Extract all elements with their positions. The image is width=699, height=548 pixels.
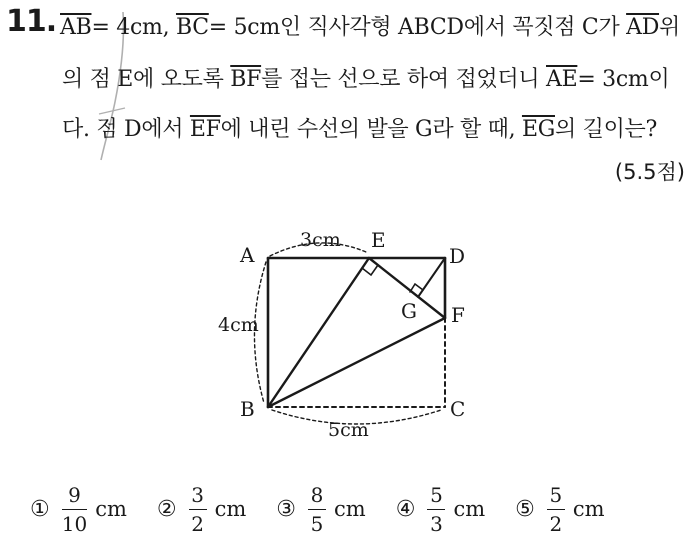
- unit: cm: [334, 497, 366, 521]
- segment-be: [268, 258, 369, 407]
- fraction: [189, 483, 207, 536]
- segment-dg: [418, 258, 445, 297]
- label-d: D: [449, 244, 466, 268]
- denominator: 5: [310, 511, 324, 536]
- choice-marker: ①: [30, 496, 50, 522]
- numerator: 3: [191, 482, 204, 507]
- fraction: [62, 483, 87, 536]
- unit: cm: [453, 497, 486, 521]
- fraction: [427, 483, 445, 536]
- segment-bf: [268, 318, 445, 407]
- label-c: C: [450, 397, 466, 421]
- fraction-bar: [547, 509, 565, 510]
- label-ae-length: 3cm: [300, 229, 341, 251]
- text: = 4cm,: [91, 15, 176, 40]
- segment-bc: $\overline{BC}$: [175, 15, 209, 40]
- denominator: 10: [61, 511, 88, 536]
- choice-4[interactable]: [396, 483, 485, 536]
- label-b: B: [240, 397, 255, 421]
- answer-choices: [30, 474, 635, 544]
- segment-ef: $\overline{EF}$: [189, 117, 221, 142]
- numerator: 5: [430, 482, 443, 507]
- fraction-bar: [189, 509, 207, 510]
- label-e: E: [371, 228, 386, 252]
- segment-eg: $\overline{EG}$: [521, 117, 555, 142]
- numerator: 9: [68, 482, 81, 507]
- choice-5[interactable]: [515, 483, 604, 536]
- fraction-bar: [308, 509, 326, 510]
- text: 위: [659, 15, 680, 40]
- unit: cm: [214, 497, 247, 521]
- choice-marker: ③: [276, 496, 297, 522]
- choice-2[interactable]: [157, 483, 246, 536]
- text: 다. 점 D에서: [62, 117, 190, 142]
- text: = 5cm인 직사각형 ABCD에서 꼭짓점 C가: [208, 15, 627, 40]
- denominator: 3: [430, 511, 443, 536]
- choice-marker: ⑤: [515, 496, 535, 522]
- label-ab-length: 4cm: [218, 314, 259, 336]
- text: 의 길이는?: [555, 117, 657, 142]
- label-f: F: [451, 303, 465, 327]
- text: 의 점 E에 오도록: [62, 67, 231, 92]
- unit: cm: [95, 497, 127, 521]
- fraction-bar: [62, 509, 87, 510]
- segment-bf: $\overline{BF}$: [230, 67, 262, 92]
- numerator: 5: [549, 482, 563, 507]
- segment-ae: $\overline{AE}$: [546, 67, 578, 92]
- label-g: G: [401, 299, 417, 323]
- text: 에 내린 수선의 발을 G라 할 때,: [220, 117, 522, 142]
- label-a: A: [240, 243, 255, 267]
- denominator: 2: [549, 511, 563, 536]
- text: 를 접는 선으로 하여 접었더니: [261, 67, 546, 92]
- denominator: 2: [191, 511, 204, 536]
- fraction: [308, 483, 326, 536]
- label-bc-length: 5cm: [328, 419, 369, 441]
- choice-marker: ④: [395, 496, 416, 522]
- choice-marker: ②: [156, 496, 177, 522]
- text: = 3cm이: [577, 67, 670, 92]
- fraction-bar: [427, 509, 445, 510]
- unit: cm: [572, 497, 605, 521]
- numerator: 8: [310, 482, 324, 507]
- choice-3[interactable]: [276, 483, 365, 536]
- choice-1[interactable]: [30, 483, 127, 536]
- segment-ad: $\overline{AD}$: [626, 15, 660, 40]
- question-number: 11.: [6, 4, 57, 39]
- segment-ab: $\overline{AB}$: [60, 15, 92, 40]
- score-label: (5.5점): [614, 160, 685, 184]
- fraction: [547, 483, 565, 536]
